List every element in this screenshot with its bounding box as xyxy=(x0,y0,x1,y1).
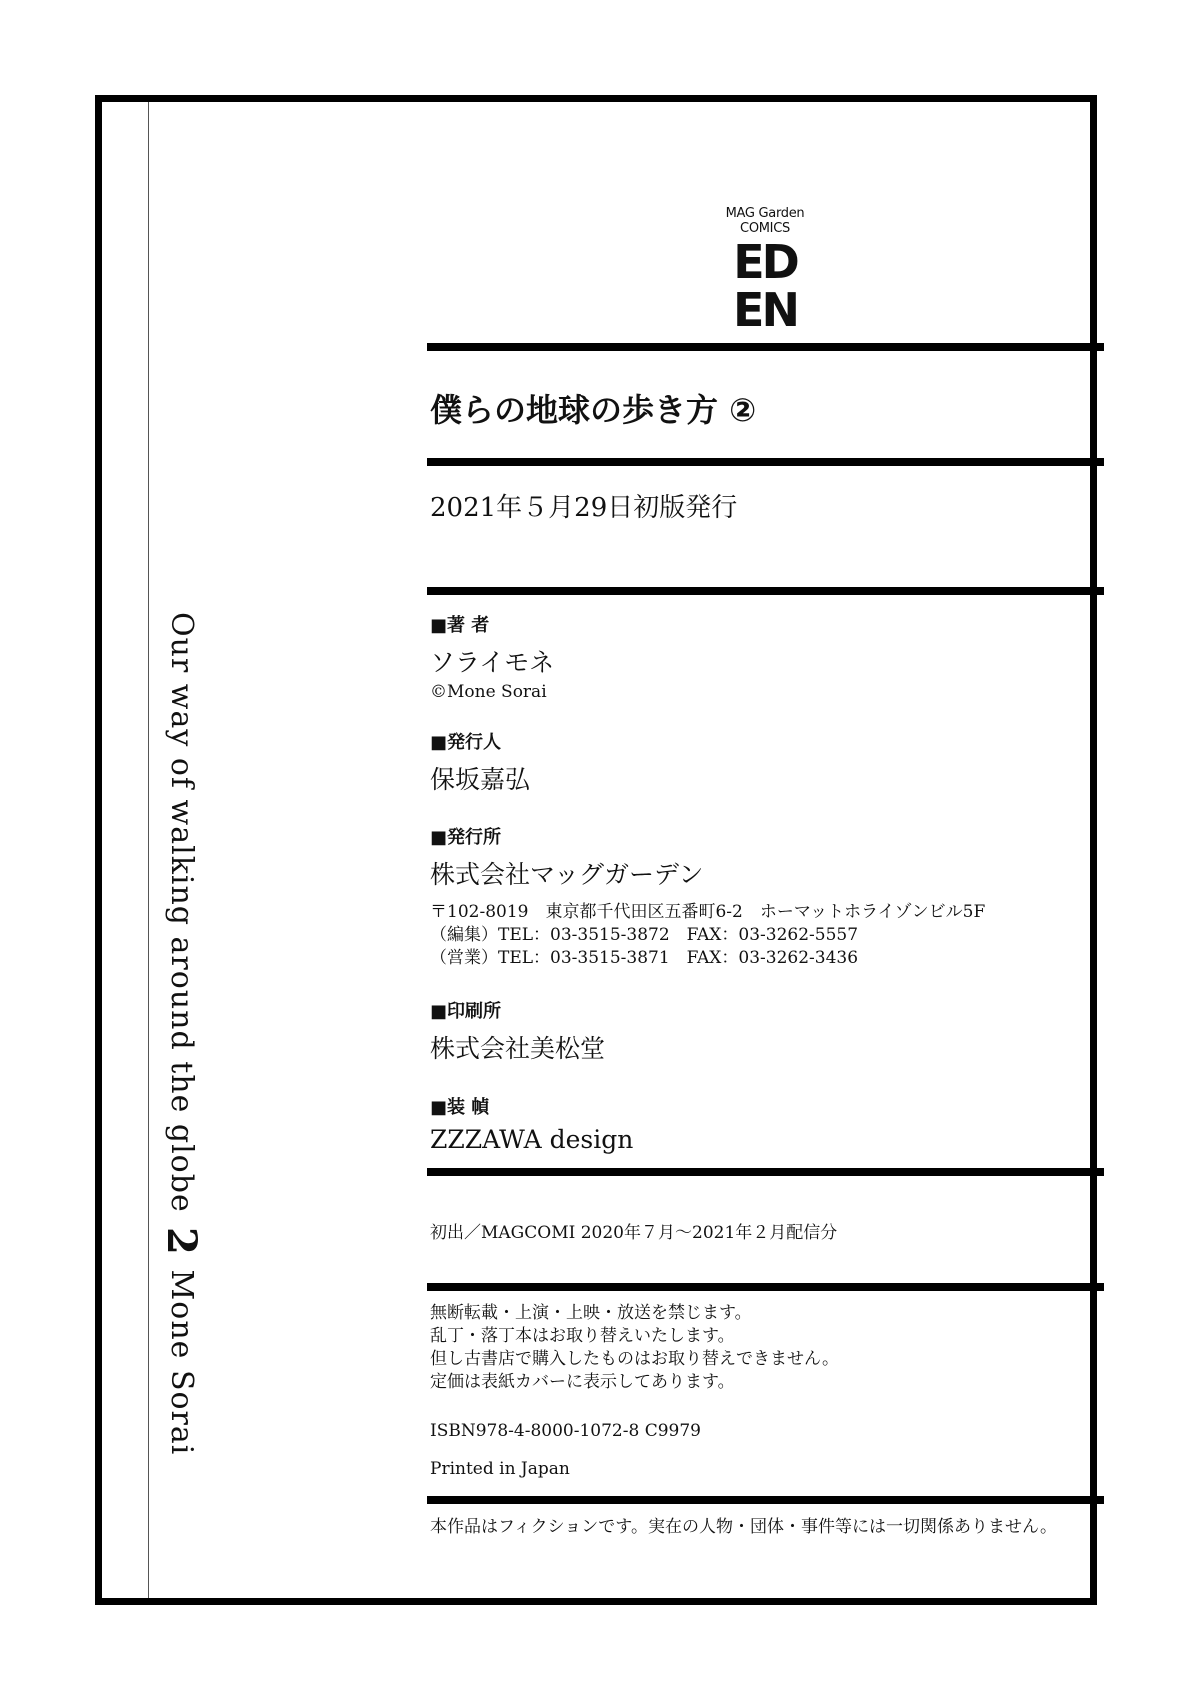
rule-first-pub xyxy=(427,1283,1104,1291)
logo-line-1: MAG Garden xyxy=(725,206,805,221)
rule-date xyxy=(427,587,1104,595)
logo-line-4: EN xyxy=(733,283,797,337)
logo-line-2: COMICS xyxy=(740,221,790,236)
printer-label: ■印刷所 xyxy=(430,1001,502,1022)
publisher-logo xyxy=(715,206,815,337)
rule-bottom xyxy=(427,1496,1104,1504)
book-title: 僕らの地球の歩き方 ② xyxy=(430,391,757,429)
publisher-section xyxy=(430,823,985,970)
notices xyxy=(430,1302,839,1394)
notice-line: 無断転載・上演・上映・放送を禁じます。 xyxy=(430,1303,752,1323)
publisher-person-section xyxy=(430,728,530,796)
printer-section xyxy=(430,997,605,1065)
spine-author: Mone Sorai xyxy=(164,1269,199,1456)
publisher-name: 株式会社マッグガーデン xyxy=(430,860,704,889)
design-section xyxy=(430,1093,633,1154)
rule-top xyxy=(427,343,1104,351)
rule-credits xyxy=(427,1168,1104,1176)
publisher-address: 〒102-8019 東京都千代田区五番町6-2 ホーマットホライゾンビル5F xyxy=(430,902,986,922)
spine-divider xyxy=(148,102,149,1598)
publisher-person-label: ■発行人 xyxy=(430,732,502,753)
design-label: ■装 幀 xyxy=(430,1097,490,1118)
author-name: ソライモネ xyxy=(430,648,555,677)
copyright: ©Mone Sorai xyxy=(430,682,547,702)
notice-line: 但し古書店で購入したものはお取り替えできません。 xyxy=(430,1349,840,1369)
spine-text xyxy=(158,612,205,1455)
isbn: ISBN978-4-8000-1072-8 C9979 xyxy=(430,1421,701,1441)
publisher-person: 保坂嘉弘 xyxy=(430,765,531,794)
publisher-label: ■発行所 xyxy=(430,827,502,848)
spine-volume: 2 xyxy=(158,1226,205,1256)
fiction-notice: 本作品はフィクションです。実在の人物・団体・事件等には一切関係ありません。 xyxy=(430,1517,1057,1537)
logo-line-3: ED xyxy=(733,235,797,289)
publisher-tel-sales: （営業）TEL：03-3515-3871 FAX：03-3262-3436 xyxy=(430,948,859,968)
release-date: 2021年５月29日初版発行 xyxy=(430,493,738,523)
first-publication: 初出／MAGCOMI 2020年７月～2021年２月配信分 xyxy=(430,1223,838,1243)
publisher-tel-edit: （編集）TEL：03-3515-3872 FAX：03-3262-5557 xyxy=(430,925,859,945)
printer-name: 株式会社美松堂 xyxy=(430,1034,606,1063)
notice-line: 定価は表紙カバーに表示してあります。 xyxy=(430,1372,735,1392)
design-name: ZZZAWA design xyxy=(430,1125,634,1154)
rule-title xyxy=(427,458,1104,466)
author-label: ■著 者 xyxy=(430,615,490,636)
author-section xyxy=(430,611,554,704)
notice-line: 乱丁・落丁本はお取り替えいたします。 xyxy=(430,1326,735,1346)
printed-in: Printed in Japan xyxy=(430,1459,570,1479)
spine-title: Our way of walking around the globe xyxy=(164,612,199,1213)
